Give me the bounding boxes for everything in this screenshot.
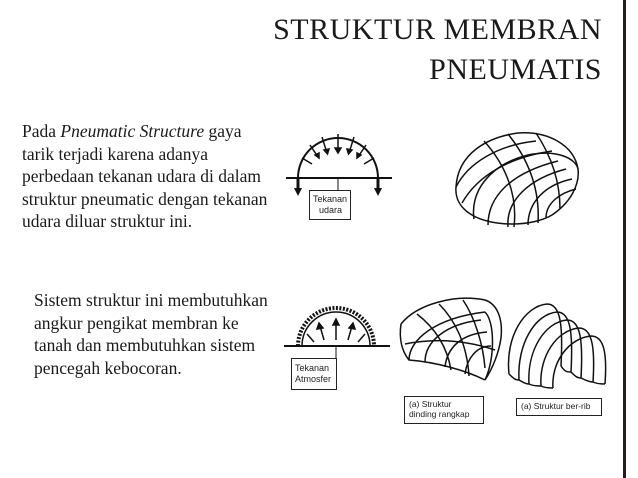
slide-right-border — [623, 0, 626, 478]
paragraph-system-requirements: Sistem struktur ini membutuhkan angkur pengikat membran ke tanah dan membutuhkan sistem pencegah kebocoran. — [34, 290, 268, 378]
p1-intro: Pada — [22, 121, 61, 141]
caption-ribbed-box — [516, 398, 602, 416]
figure3-label-box — [291, 358, 337, 390]
slide-title — [273, 10, 602, 90]
figure1-label-line1: Tekanan — [313, 194, 348, 204]
figure-inflated-dome — [448, 123, 588, 233]
caption-double-wall: (a) Struktur dinding rangkap — [409, 399, 470, 419]
title-line-2: PNEUMATIS — [429, 53, 602, 86]
p1-rest: gaya tarik terjadi karena adanya perbedaan tekanan udara di dalam struktur pneumatic dengan tekanan udara diluar struktur ini. — [22, 121, 268, 231]
figure-ribbed-structure — [505, 296, 615, 391]
title-line-1: STRUKTUR MEMBRAN — [273, 13, 602, 46]
caption-ribbed: (a) Struktur ber-rib — [521, 401, 591, 411]
figure-double-wall-structure — [395, 288, 505, 388]
figure1-label-line2: udara — [319, 205, 343, 215]
figure1-label-box — [309, 190, 351, 220]
paragraph-pneumatic-definition — [22, 120, 272, 233]
figure-atmospheric-pressure-dome — [282, 300, 392, 360]
caption-double-wall-box — [404, 396, 484, 424]
figure-air-pressure-dome — [284, 128, 394, 198]
figure3-label-line1: Tekanan — [295, 363, 330, 373]
figure3-label-line2: Atmosfer — [295, 374, 332, 384]
p1-italic-term: Pneumatic Structure — [60, 121, 205, 141]
